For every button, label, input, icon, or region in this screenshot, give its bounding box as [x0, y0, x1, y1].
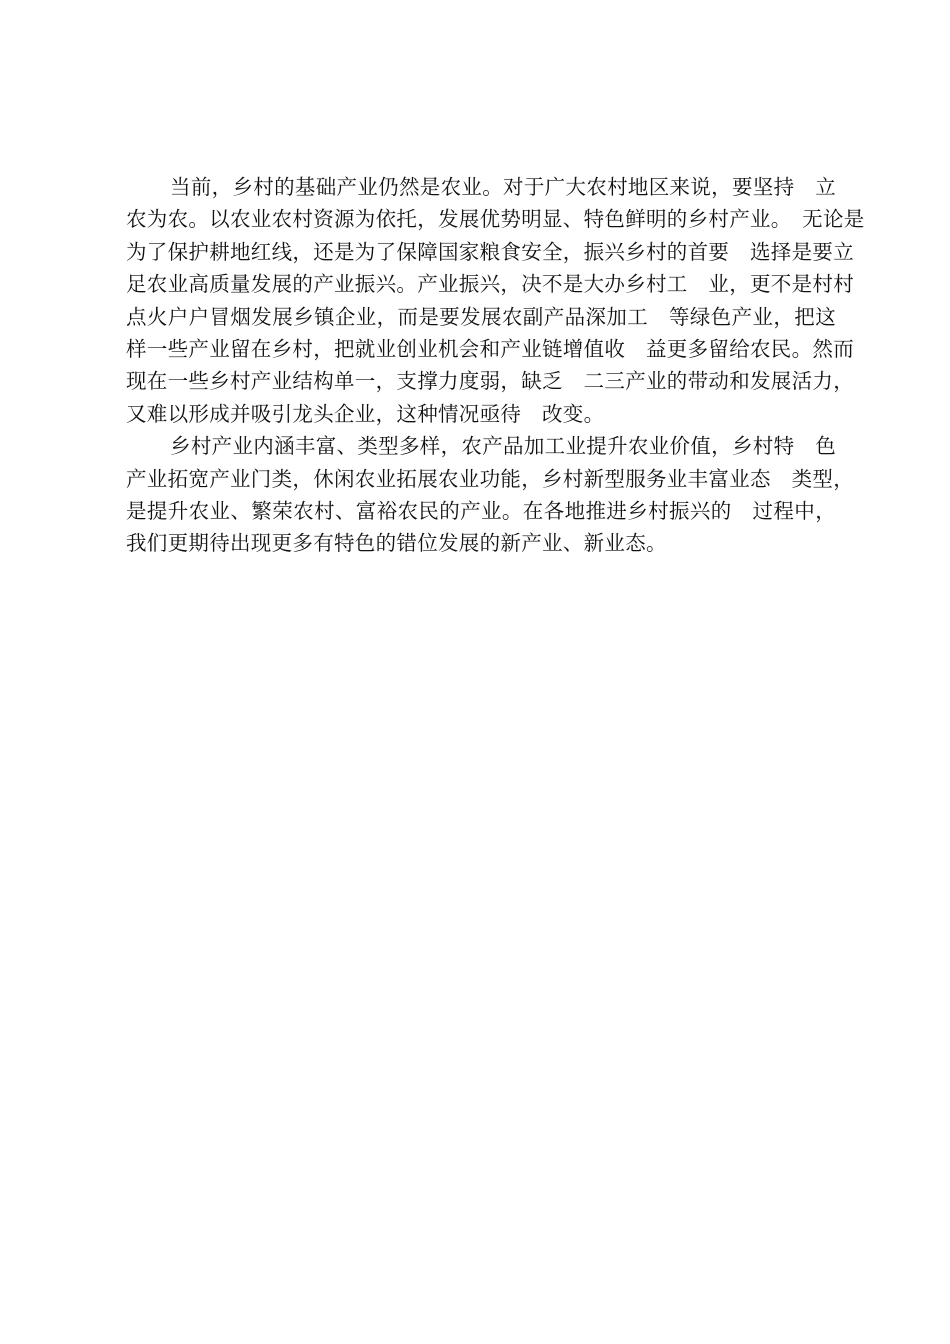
text-line: 产业拓宽产业门类，休闲农业拓展农业功能，乡村新型服务业丰富业态 类型， [126, 466, 854, 491]
text-line: 我们更期待出现更多有特色的错位发展的新产业、新业态。 [126, 531, 667, 556]
text-line: 足农业高质量发展的产业振兴。产业振兴，决不是大办乡村工 业，更不是村村 [126, 272, 854, 297]
document-body [126, 171, 865, 560]
text-line: 又难以形成并吸引龙头企业，这种情况亟待 改变。 [126, 401, 605, 426]
text-line: 当前，乡村的基础产业仍然是农业。对于广大农村地区来说，要坚持 立 [170, 175, 836, 199]
text-line: 乡村产业内涵丰富、类型多样，农产品加工业提升农业价值，乡村特 色 [170, 434, 836, 459]
text-line: 是提升农业、繁荣农村、富裕农民的产业。在各地推进乡村振兴的 过程中， [126, 498, 836, 523]
text-line: 现在一些乡村产业结构单一，支撑力度弱，缺乏 二三产业的带动和发展活力， [126, 369, 854, 394]
text-line: 为了保护耕地红线，还是为了保障国家粮食安全，振兴乡村的首要 选择是要立 [126, 239, 854, 264]
text-line: 点火户户冒烟发展乡镇企业，而是要发展农副产品深加工 等绿色产业，把这 [126, 304, 836, 329]
paragraph-1 [126, 171, 865, 430]
paragraph-2 [126, 430, 854, 560]
text-line: 农为农。以农业农村资源为依托，发展优势明显、特色鲜明的乡村产业。 无论是 [126, 207, 865, 232]
text-line: 样一些产业留在乡村，把就业创业机会和产业链增值收 益更多留给农民。然而 [126, 336, 854, 361]
